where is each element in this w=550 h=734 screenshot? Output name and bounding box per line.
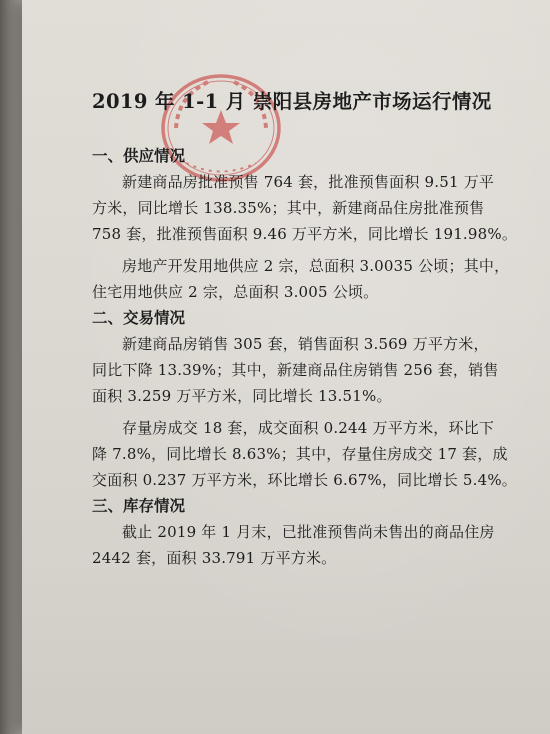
- section-heading-transactions: 二、交易情况: [92, 308, 186, 327]
- paragraph-supply-2: [92, 253, 532, 305]
- text-line: 住宅用地供应 2 宗，总面积 3.005 公顷。: [92, 283, 379, 301]
- paragraph-transactions-1: [92, 331, 532, 409]
- section-heading-supply: 一、供应情况: [92, 146, 186, 165]
- text-line: 存量房成交 18 套，成交面积 0.244 万平方米，环比下: [122, 419, 495, 437]
- paragraph-supply-1: [92, 169, 532, 247]
- text-line: 新建商品房销售 305 套，销售面积 3.569 万平方米，: [122, 335, 489, 353]
- text-line: 交面积 0.237 万平方米，环比增长 6.67%，同比增长 5.4%。: [92, 471, 517, 489]
- paragraph-transactions-2: [92, 415, 532, 493]
- document-body: [92, 143, 532, 571]
- paragraph-inventory-1: [92, 519, 532, 571]
- text-line: 758 套，批准预售面积 9.46 万平方米，同比增长 191.98%。: [92, 225, 518, 243]
- text-line: 面积 3.259 万平方米，同比增长 13.51%。: [92, 387, 392, 405]
- document-page: [22, 0, 550, 734]
- section-heading-inventory: 三、库存情况: [92, 496, 186, 515]
- text-line: 同比下降 13.39%；其中，新建商品住房销售 256 套，销售: [92, 361, 499, 379]
- text-line: 房地产开发用地供应 2 宗，总面积 3.0035 公顷；其中，: [122, 257, 510, 275]
- text-line: 截止 2019 年 1 月末，已批准预售尚未售出的商品住房: [122, 523, 495, 541]
- text-line: 2442 套，面积 33.791 万平方米。: [92, 549, 337, 567]
- text-line: 降 7.8%，同比增长 8.63%；其中，存量住房成交 17 套，成: [92, 445, 508, 463]
- text-line: 方米，同比增长 138.35%；其中，新建商品住房批准预售: [92, 199, 485, 217]
- document-title: 2019 年 1-1 月 崇阳县房地产市场运行情况: [92, 90, 492, 113]
- text-line: 新建商品房批准预售 764 套，批准预售面积 9.51 万平: [122, 173, 495, 191]
- seal-star-icon: [202, 110, 240, 144]
